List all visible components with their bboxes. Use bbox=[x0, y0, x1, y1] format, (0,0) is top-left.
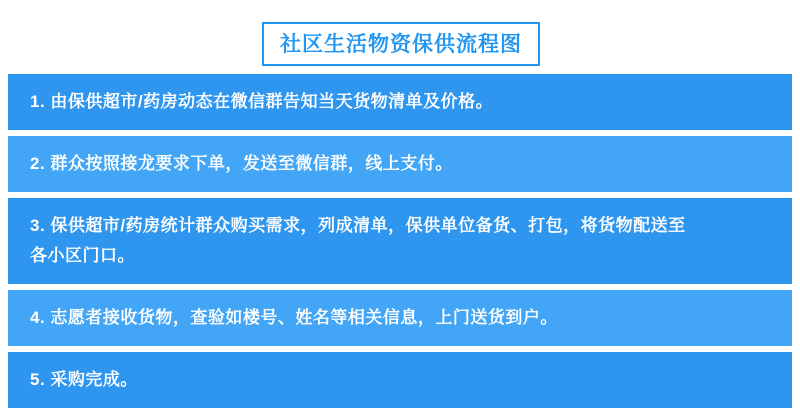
flowchart-step-2 bbox=[8, 136, 792, 192]
flowchart-step-2-text: 2. 群众按照接龙要求下单，发送至微信群，线上支付。 bbox=[30, 154, 453, 173]
flowchart-steps bbox=[8, 74, 792, 408]
flowchart-title-box bbox=[262, 22, 540, 66]
flowchart-step-3-text-line2: 各小区门口。 bbox=[30, 246, 135, 265]
flowchart-step-4-text: 4. 志愿者接收货物，查验如楼号、姓名等相关信息，上门送货到户。 bbox=[30, 308, 558, 327]
flowchart-step-3-text-line1: 3. 保供超市/药房统计群众购买需求，列成清单，保供单位备货、打包，将货物配送至 bbox=[30, 216, 686, 235]
flowchart-step-4 bbox=[8, 290, 792, 346]
page-title: 社区生活物资保供流程图 bbox=[280, 32, 522, 56]
flowchart-step-5 bbox=[8, 352, 792, 408]
flowchart-step-1-text: 1. 由保供超市/药房动态在微信群告知当天货物清单及价格。 bbox=[30, 92, 494, 111]
flowchart-step-1 bbox=[8, 74, 792, 130]
flowchart-step-5-text: 5. 采购完成。 bbox=[30, 370, 138, 389]
flowchart-step-3 bbox=[8, 198, 792, 284]
